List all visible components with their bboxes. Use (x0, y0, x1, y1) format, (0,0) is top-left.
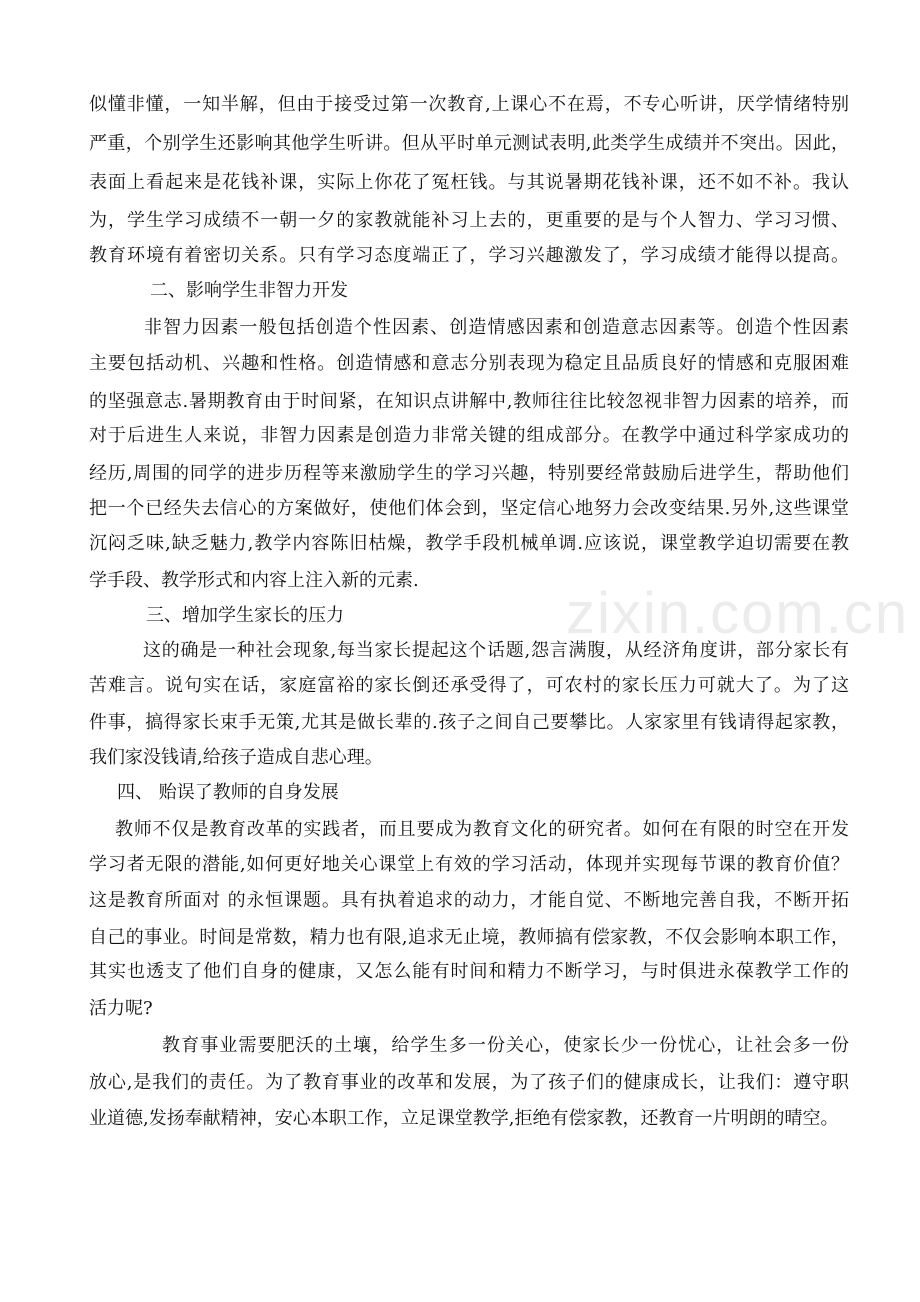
paragraph-line: 严重，个别学生还影响其他学生听讲。但从平时单元测试表明,此类学生成绩并不突出。因此， (89, 133, 849, 154)
paragraph-line: 苦难言。说句实在话，家庭富裕的家长倒还承受得了，可农村的家长压力可就大了。为了这 (89, 675, 849, 696)
paragraph-line: 这的确是一种社会现象,每当家长提起这个话题,怨言满腹，从经济角度讲，部分家长有 (143, 640, 849, 661)
paragraph-line: 学手段、教学形式和内容上注入新的元素. (89, 570, 419, 591)
paragraph-line: 教育事业需要肥沃的土壤，给学生多一份关心，使家长少一份忧心，让社会多一份 (162, 1035, 849, 1056)
paragraph-line: 学习者无限的潜能,如何更好地关心课堂上有效的学习活动，体现并实现每节课的教育价值？ (89, 854, 849, 875)
paragraph-line: 非智力因素一般包括创造个性因素、创造情感因素和创造意志因素等。创造个性因素 (144, 317, 849, 338)
paragraph-line: 教育环境有着密切关系。只有学习态度端正了，学习兴趣激发了，学习成绩才能得以提高。 (89, 245, 849, 266)
paragraph-line: 自己的事业。时间是常数，精力也有限,追求无止境，教师搞有偿家教，不仅会影响本职工作， (89, 927, 849, 948)
paragraph-line: 其实也透支了他们自身的健康，又怎么能有时间和精力不断学习，与时俱进永葆教学工作的 (89, 961, 849, 982)
paragraph-line: 我们家没钱请,给孩子造成自悲心理。 (89, 747, 383, 768)
paragraph-line: 的坚强意志.暑期教育由于时间紧，在知识点讲解中,教师往往比较忽视非智力因素的培养，而 (89, 391, 849, 412)
section-heading-2: 二、影响学生非智力开发 (150, 280, 348, 301)
paragraph-line: 似懂非懂，一知半解，但由于接受过第一次教育,上课心不在焉，不专心听讲，厌学情绪特别 (89, 94, 849, 115)
section-heading-4: 四、 贻误了教师的自身发展 (117, 782, 339, 803)
paragraph-line: 为，学生学习成绩不一朝一夕的家教就能补习上去的，更重要的是与个人智力、学习习惯、 (89, 210, 849, 231)
paragraph-line: 活力呢? (89, 998, 153, 1019)
paragraph-line: 件事，搞得家长束手无策,尤其是做长辈的.孩子之间自己要攀比。人家家里有钱请得起家教， (89, 712, 849, 733)
paragraph-line: 沉闷乏味,缺乏魅力,教学内容陈旧枯燥，教学手段机械单调.应该说，课堂教学迫切需要在教 (89, 533, 849, 554)
paragraph-line: 业道德,发扬奉献精神，安心本职工作，立足课堂教学,拒绝有偿家教，还教育一片明朗的晴空。 (89, 1108, 839, 1129)
paragraph-line: 放心,是我们的责任。为了教育事业的改革和发展，为了孩子们的健康成长，让我们：遵守职 (89, 1072, 849, 1093)
paragraph-line: 经历,周围的同学的进步历程等来激励学生的学习兴趣，特别要经常鼓励后进学生，帮助他们 (89, 463, 849, 484)
paragraph-line: 表面上看起来是花钱补课，实际上你花了冤枉钱。与其说暑期花钱补课，还不如不补。我认 (89, 172, 849, 193)
paragraph-line: 把一个已经失去信心的方案做好，使他们体会到，坚定信心地努力会改变结果.另外,这些课堂 (89, 498, 849, 519)
paragraph-line: 这是教育所面对 的永恒课题。具有执着追求的动力，才能自觉、不断地完善自我，不断开拓 (89, 890, 849, 911)
paragraph-line: 主要包括动机、兴趣和性格。创造情感和意志分别表现为稳定且品质良好的情感和克服困难 (89, 353, 849, 374)
watermark-text: zixin.com.cn (566, 581, 910, 646)
section-heading-3: 三、增加学生家长的压力 (146, 605, 344, 626)
paragraph-line: 对于后进生人来说，非智力因素是创造力非常关键的组成部分。在教学中通过科学家成功的 (89, 425, 849, 446)
paragraph-line: 教师不仅是教育改革的实践者，而且要成为教育文化的研究者。如何在有限的时空在开发 (115, 819, 849, 840)
